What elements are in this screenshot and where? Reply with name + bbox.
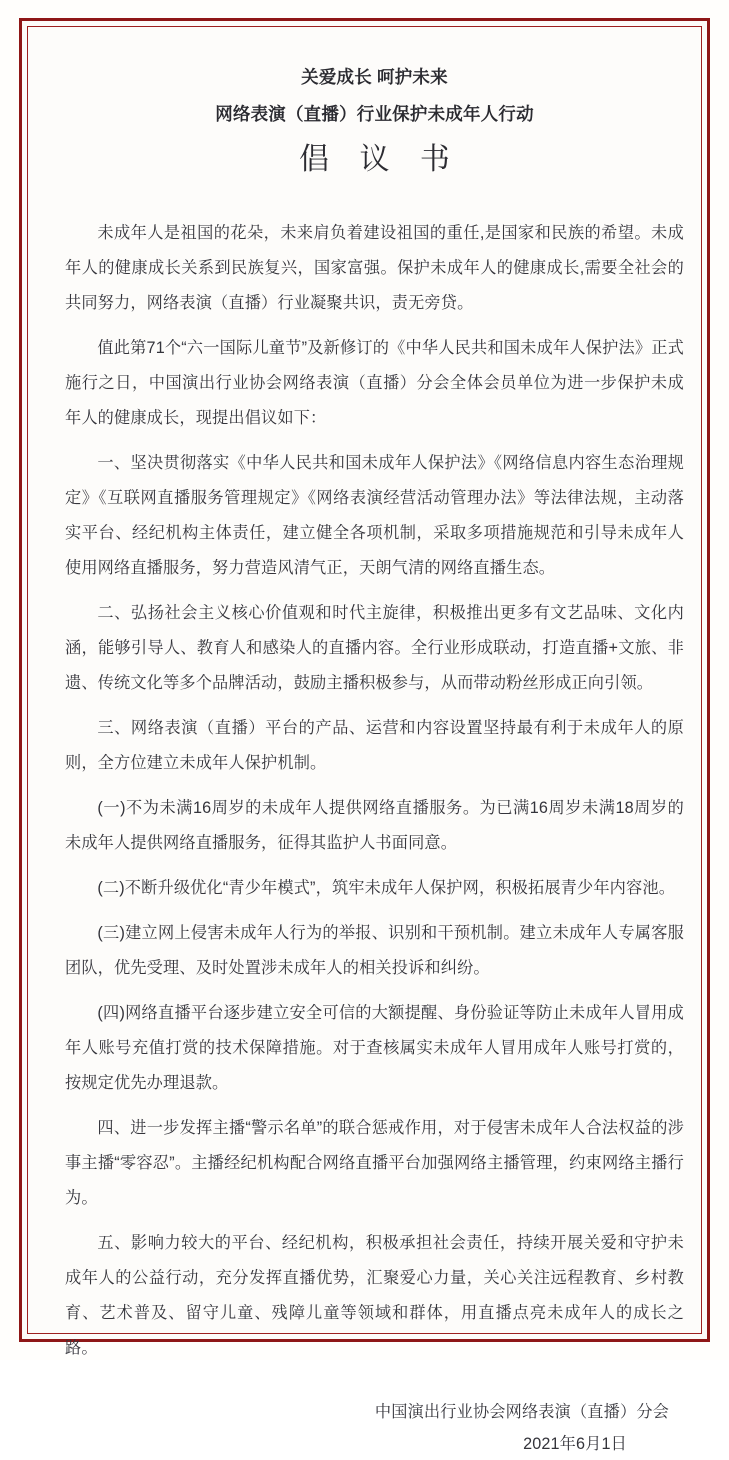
body-paragraph: 值此第71个“六一国际儿童节”及新修订的《中华人民共和国未成年人保护法》正式施行之日，中国演出行业协会网络表演（直播）分会全体会员单位为进一步保护未成年人的健康成长，现提出倡议如下： (65, 338, 684, 427)
header-subtitle-secondary: 网络表演（直播）行业保护未成年人行动 (215, 103, 534, 124)
signature-block (65, 1396, 684, 1460)
signature-date: 2021年6月1日 (523, 1434, 627, 1453)
body-paragraph: 二、弘扬社会主义核心价值观和时代主旋律，积极推出更多有文艺品味、文化内涵，能够引导人、教育人和感染人的直播内容。全行业形成联动，打造直播+文旅、非遗、传统文化等多个品牌活动，鼓励主播积极参与，从而带动粉丝形成正向引领。 (65, 603, 684, 692)
body-paragraph: (二)不断升级优化“青少年模式”，筑牢未成年人保护网，积极拓展青少年内容池。 (97, 878, 676, 897)
body-paragraph: 四、进一步发挥主播“警示名单”的联合惩戒作用，对于侵害未成年人合法权益的涉事主播“零容忍”。主播经纪机构配合网络直播平台加强网络主播管理，约束网络主播行为。 (65, 1118, 684, 1207)
body-paragraph: (四)网络直播平台逐步建立安全可信的大额提醒、身份验证等防止未成年人冒用成年人账号充值打赏的技术保障措施。对于查核属实未成年人冒用成年人账号打赏的，按规定优先办理退款。 (65, 1003, 684, 1092)
document-body (65, 216, 684, 1366)
body-paragraph: 五、影响力较大的平台、经纪机构，积极承担社会责任，持续开展关爱和守护未成年人的公益行动，充分发挥直播优势，汇聚爱心力量，关心关注远程教育、乡村教育、艺术普及、留守儿童、残障儿童等领域和群体，用直播点亮未成年人的成长之路。 (65, 1233, 684, 1357)
document-content (65, 47, 684, 1453)
body-paragraph: 未成年人是祖国的花朵，未来肩负着建设祖国的重任,是国家和民族的希望。未成年人的健康成长关系到民族复兴，国家富强。保护未成年人的健康成长,需要全社会的共同努力，网络表演（直播）行业凝聚共识，责无旁贷。 (65, 223, 684, 312)
document-header (65, 47, 684, 182)
body-paragraph: (一)不为未满16周岁的未成年人提供网络直播服务。为已满16周岁未满18周岁的未成年人提供网络直播服务，征得其监护人书面同意。 (65, 798, 684, 852)
body-paragraph: (三)建立网上侵害未成年人行为的举报、识别和干预机制。建立未成年人专属客服团队，优先受理、及时处置涉未成年人的相关投诉和纠纷。 (65, 923, 684, 977)
signature-organization: 中国演出行业协会网络表演（直播）分会 (374, 1402, 669, 1421)
body-paragraph: 一、坚决贯彻落实《中华人民共和国未成年人保护法》《网络信息内容生态治理规定》《互联网直播服务管理规定》《网络表演经营活动管理办法》等法律法规，主动落实平台、经纪机构主体责任，建立健全各项机制，采取多项措施规范和引导未成年人使用网络直播服务，努力营造风清气正，天朗气清的网络直播生态。 (65, 453, 684, 577)
page-title: 倡 议 书 (299, 142, 461, 176)
outer-border-frame (19, 18, 710, 1453)
body-paragraph: 三、网络表演（直播）平台的产品、运营和内容设置坚持最有利于未成年人的原则，全方位建立未成年人保护机制。 (65, 718, 684, 772)
header-subtitle-primary: 关爱成长 呵护未来 (301, 67, 448, 87)
inner-border-frame (27, 26, 702, 1453)
